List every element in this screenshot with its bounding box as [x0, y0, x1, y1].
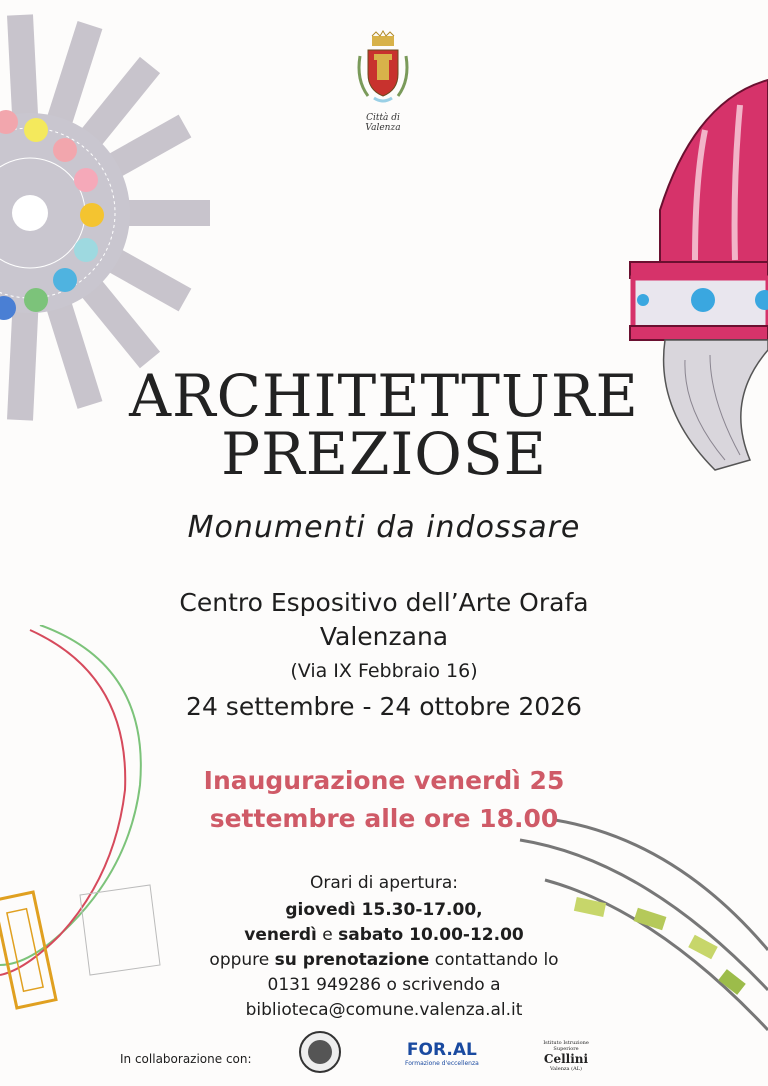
hours-heading: Orari di apertura: — [309, 873, 459, 893]
foral-logo-tagline: Formazione d'eccellenza — [405, 1060, 479, 1067]
collaboration-label: In collaborazione con: — [120, 1052, 252, 1066]
inauguration-line-2: settembre alle ore 18.00 — [209, 804, 559, 833]
cellini-logo-city: Valenza (AL) — [550, 1066, 582, 1072]
title-line-1: ARCHITETTURE — [129, 362, 639, 430]
hours-friday-saturday — [0, 925, 768, 945]
city-crest — [352, 30, 414, 110]
venue-address: (Via IX Febbraio 16) — [290, 660, 478, 682]
email-link[interactable]: biblioteca@comune.valenza.al.it — [245, 1000, 523, 1020]
hours-thursday: giovedì 15.30-17.00, — [285, 900, 483, 920]
booking-suffix: contattando lo — [429, 950, 559, 970]
subtitle: Monumenti da indossare — [187, 510, 581, 545]
booking-prefix: oppure — [209, 950, 275, 970]
inauguration-line-1: Inaugurazione venerdì 25 — [203, 766, 565, 795]
venue-line-2: Valenzana — [319, 622, 449, 651]
title-line-2: PREZIOSE — [221, 420, 547, 488]
hours-booking-line — [0, 950, 768, 970]
foral-logo — [405, 1040, 479, 1067]
crest-caption: Città di Valenza — [365, 113, 401, 133]
cellini-logo-school: Istituto Istruzione Superiore — [543, 1040, 589, 1052]
exhibition-dates: 24 settembre - 24 ottobre 2026 — [186, 692, 582, 721]
cellini-logo — [530, 1040, 602, 1072]
hours-and: e — [316, 925, 339, 945]
foral-logo-name: FOR.AL — [406, 1040, 477, 1060]
venue-line-1: Centro Espositivo dell’Arte Orafa — [179, 588, 589, 617]
hours-friday: venerdì — [244, 925, 317, 945]
cellini-logo-name: Cellini — [543, 1052, 589, 1066]
phone-line: 0131 949286 o scrivendo a — [267, 975, 501, 995]
museum-logo — [298, 1030, 342, 1074]
booking-label: su prenotazione — [274, 950, 430, 970]
hours-saturday: sabato 10.00-12.00 — [338, 925, 524, 945]
